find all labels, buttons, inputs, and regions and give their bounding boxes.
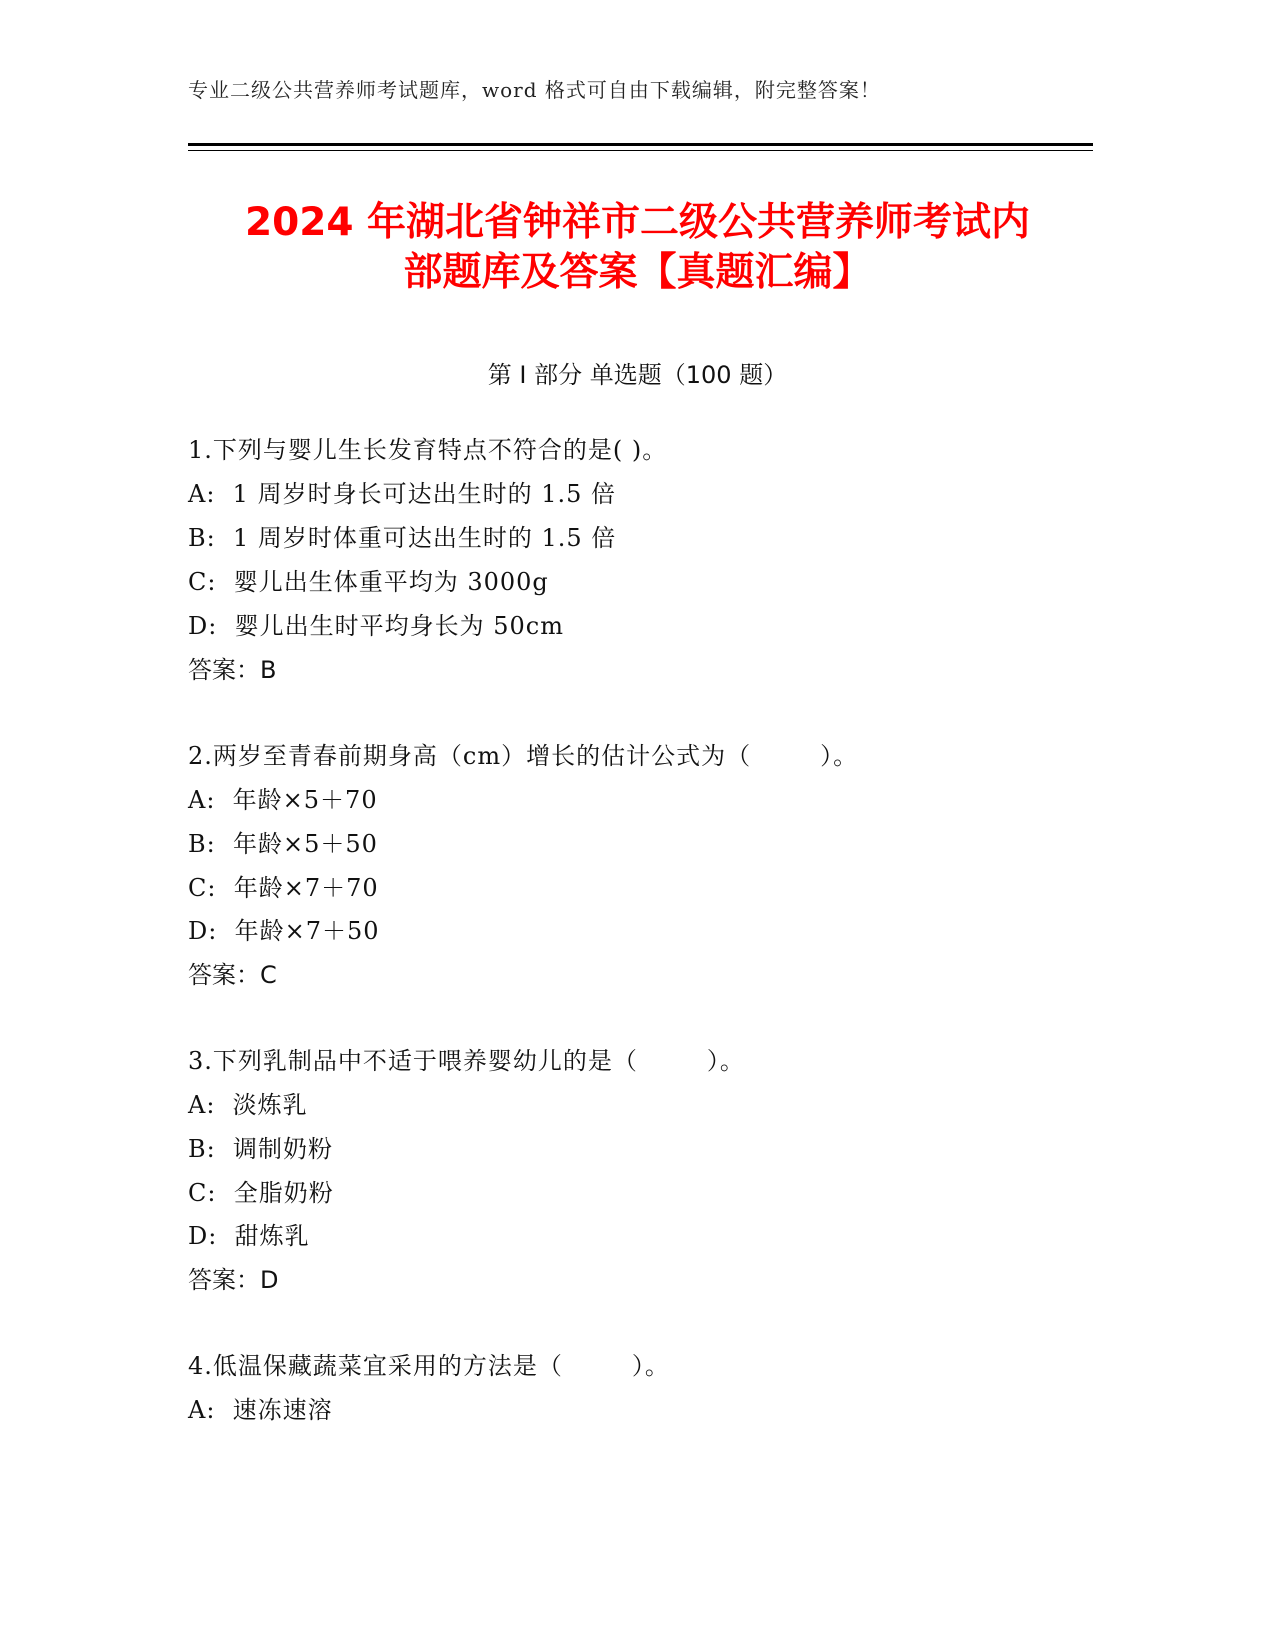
question-option: B: 1 周岁时体重可达出生时的 1.5 倍 [188, 524, 617, 552]
question-option: D: 婴儿出生时平均身长为 50cm [188, 612, 564, 640]
document-title-line-2: 部题库及答案【真题汇编】 [403, 250, 872, 295]
question-option: A: 淡炼乳 [188, 1091, 308, 1119]
document-title-line-1: 2024 年湖北省钟祥市二级公共营养师考试内 [244, 200, 1031, 245]
question-option: A: 1 周岁时身长可达出生时的 1.5 倍 [188, 480, 616, 508]
question-option: A: 年龄×5＋70 [188, 786, 378, 814]
question-stem: 3.下列乳制品中不适于喂养婴幼儿的是（ ）。 [188, 1047, 745, 1075]
question-answer: 答案：D [188, 1266, 279, 1294]
question-option: C: 全脂奶粉 [188, 1179, 334, 1207]
question-option: D: 年龄×7＋50 [188, 917, 380, 945]
section-heading: 第 I 部分 单选题（100 题） [487, 361, 788, 389]
question-stem: 2.两岁至青春前期身高（cm）增长的估计公式为（ ）。 [188, 742, 859, 770]
question-option: A: 速冻速溶 [188, 1396, 333, 1424]
question-option: C: 年龄×7＋70 [188, 874, 379, 902]
header-rule-thin [188, 150, 1093, 151]
question-option: B: 年龄×5＋50 [188, 830, 378, 858]
question-stem: 4.低温保藏蔬菜宜采用的方法是（ ）。 [188, 1352, 670, 1380]
question-answer: 答案：B [188, 656, 277, 684]
question-option: D: 甜炼乳 [188, 1222, 310, 1250]
question-answer: 答案：C [188, 961, 277, 989]
header-rule-thick [188, 143, 1093, 146]
question-option: B: 调制奶粉 [188, 1135, 333, 1163]
question-stem: 1.下列与婴儿生长发育特点不符合的是( )。 [188, 436, 668, 464]
question-option: C: 婴儿出生体重平均为 3000g [188, 568, 549, 596]
page-header: 专业二级公共营养师考试题库，word 格式可自由下载编辑，附完整答案！ [188, 78, 881, 102]
